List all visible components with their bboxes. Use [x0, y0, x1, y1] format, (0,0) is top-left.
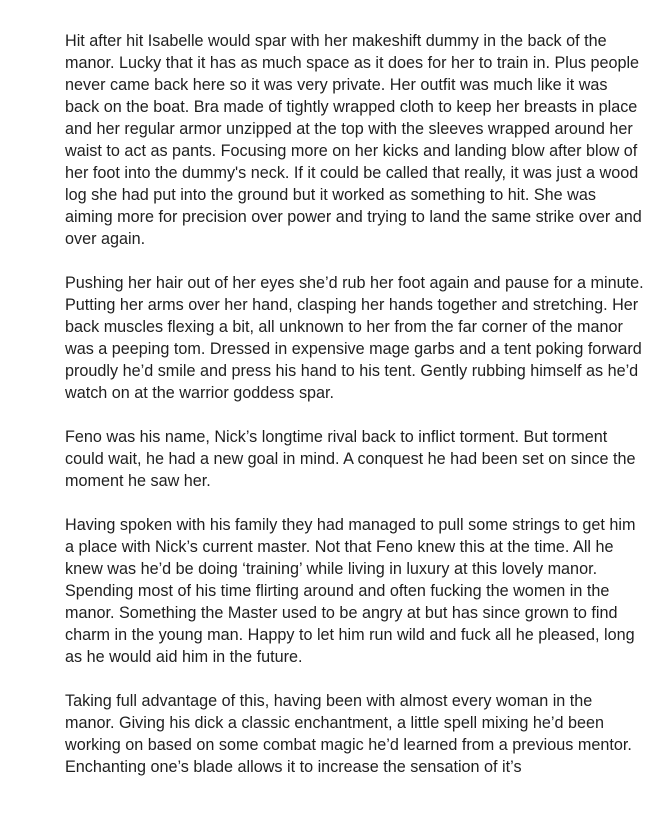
paragraph-3: Feno was his name, Nick’s longtime rival back to inflict torment. But torment could wait, he had a new goal in mind. A conquest he had been set on since the moment he saw her. [65, 428, 636, 490]
paragraph-2: Pushing her hair out of her eyes she’d rub her foot again and pause for a minute. Putting her arms over her hand, clasping her hands together and stretching. Her back muscles flexing a bit, all unknown to her from the far corner of the manor was a peeping tom. Dressed in expensive mage garbs and a tent poking forward proudly he’d smile and press his hand to his tent. Gently rubbing himself as he’d watch on at the warrior goddess spar. [65, 274, 644, 402]
paragraph-1: Hit after hit Isabelle would spar with her makeshift dummy in the back of the manor. Lucky that it has as much space as it does for her to train in. Plus people never came back here so it was very private. Her outfit was much like it was back on the boat. Bra made of tightly wrapped cloth to keep her breasts in place and her regular armor unzipped at the top with the sleeves wrapped around her waist to act as pants. Focusing more on her kicks and landing blow after blow of her foot into the dummy's neck. If it could be called that really, it was just a wood log she had put into the ground but it worked as something to hit. She was aiming more for precision over power and trying to land the same strike over and over again. [65, 32, 642, 248]
paragraph-4: Having spoken with his family they had managed to pull some strings to get him a place with Nick’s current master. Not that Feno knew this at the time. All he knew was he’d be doing ‘training’ while living in luxury at this lovely manor. Spending most of his time flirting around and often fucking the women in the manor. Something the Master used to be angry at but has since grown to find charm in the young man. Happy to let him run wild and fuck all he pleased, long as he would aid him in the future. [65, 516, 636, 666]
paragraph-5: Taking full advantage of this, having been with almost every woman in the manor. Giving his dick a classic enchantment, a little spell mixing he’d been working on based on some combat magic he’d learned from a previous mentor. Enchanting one’s blade allows it to increase the sensation of it’s [65, 692, 632, 776]
